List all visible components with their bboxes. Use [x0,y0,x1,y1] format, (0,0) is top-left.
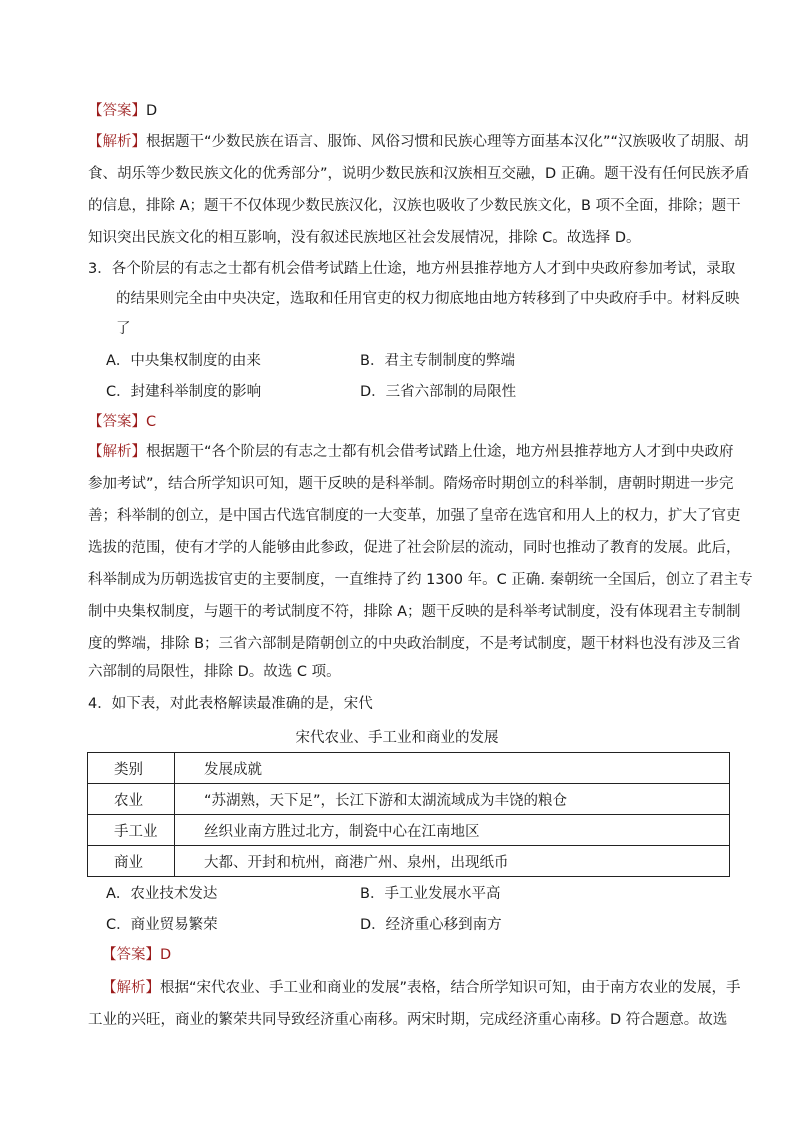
q3-option-b[interactable]: B．君主专制制度的弊端 [360,353,515,369]
table-row [88,784,730,815]
table-cell: 商业 [88,846,175,877]
q3-stem-line: 3．各个阶层的有志之士都有机会借考试踏上仕途，地方州县推荐地方人才到中央政府参加考试，录取 [88,261,736,277]
q4-answer [102,945,171,965]
answer-value: C [146,414,157,430]
table-header-cell: 类别 [88,753,175,784]
analysis-tag: 【解析】 [88,444,146,460]
q2-analysis-line: 的信息，排除 A；题干不仅体现少数民族汉化，汉族也吸收了少数民族文化，B 项不全面，排除；题干 [88,198,741,214]
table-row [88,815,730,846]
q3-analysis-line: 选拔的范围，使有才学的人能够由此参政，促进了社会阶层的流动，同时也推动了教育的发展。此后， [88,540,741,556]
q4-stem: 4．如下表，对此表格解读最准确的是，宋代 [88,696,373,712]
answer-value: D [160,947,172,963]
analysis-text: 根据“宋代农业、手工业和商业的发展”表格，结合所学知识可知，由于南方农业的发展，手 [160,980,741,996]
q3-analysis-line: 科举制成为历朝选拔官吏的主要制度，一直维持了约 1300 年。C 正确. 秦朝统一全国后，创立了君主专 [88,572,753,588]
q3-stem-line: 的结果则完全由中央决定，选取和任用官吏的权力彻底地由地方转移到了中央政府手中。材料反映 [116,291,740,307]
answer-value: D [146,103,158,119]
analysis-text: 根据题干“各个阶层的有志之士都有机会借考试踏上仕途，地方州县推荐地方人才到中央政府 [146,444,734,460]
q3-stem-line: 了 [116,321,131,337]
analysis-tag: 【解析】 [88,134,146,150]
table-cell: 农业 [88,784,175,815]
q3-option-a[interactable]: A．中央集权制度的由来 [106,353,261,369]
data-table [87,752,730,877]
answer-tag: 【答案】 [102,947,160,963]
table-row [88,846,730,877]
q4-option-b[interactable]: B．手工业发展水平高 [360,886,501,902]
table-cell: 丝织业南方胜过北方，制瓷中心在江南地区 [175,815,730,846]
table-cell: “苏湖熟，天下足”，长江下游和太湖流域成为丰饶的粮仓 [175,784,730,815]
q3-analysis-line [88,442,734,462]
q4-option-c[interactable]: C．商业贸易繁荣 [106,917,218,933]
q3-analysis-line: 善；科举制的创立，是中国古代选官制度的一大变革，加强了皇帝在选官和用人上的权力，扩大了官吏 [88,508,741,524]
q3-analysis-line: 制中央集权制度，与题干的考试制度不符，排除 A；题干反映的是科举考试制度，没有体现君主专制制 [88,604,741,620]
table-cell: 大都、开封和杭州，商港广州、泉州，出现纸币 [175,846,730,877]
table-cell: 手工业 [88,815,175,846]
q3-analysis-line: 参加考试”，结合所学知识可知，题干反映的是科举制。隋炀帝时期创立的科举制，唐朝时期进一步完 [88,476,734,492]
q3-analysis-line: 六部制的局限性，排除 D。故选 C 项。 [88,664,341,680]
table-header-cell: 发展成就 [175,753,730,784]
table-header-row [88,753,730,784]
q2-analysis-line [88,132,749,152]
q2-answer [88,101,157,121]
q3-option-c[interactable]: C．封建科举制度的影响 [106,384,262,400]
q2-analysis-line: 食、胡乐等少数民族文化的优秀部分”，说明少数民族和汉族相互交融，D 正确。题干没有任何民族矛盾 [88,166,750,182]
q4-analysis-line [102,978,741,998]
table-caption: 宋代农业、手工业和商业的发展 [295,730,499,746]
answer-tag: 【答案】 [88,103,146,119]
answer-tag: 【答案】 [88,414,146,430]
q4-option-a[interactable]: A．农业技术发达 [106,886,218,902]
q2-analysis-line: 知识突出民族文化的相互影响，没有叙述民族地区社会发展情况，排除 C。故选择 D。 [88,230,641,246]
q4-analysis-line: 工业的兴旺，商业的繁荣共同导致经济重心南移。两宋时期，完成经济重心南移。D 符合题意。故选 [88,1012,728,1028]
q4-option-d[interactable]: D．经济重心移到南方 [360,917,502,933]
analysis-text: 根据题干“少数民族在语言、服饰、风俗习惯和民族心理等方面基本汉化”“汉族吸收了胡服、胡 [146,134,749,150]
q3-answer [88,412,156,432]
analysis-tag: 【解析】 [102,980,160,996]
q3-analysis-line: 度的弊端，排除 B；三省六部制是隋朝创立的中央政治制度，不是考试制度，题干材料也没有涉及三省 [88,636,741,652]
q3-option-d[interactable]: D．三省六部制的局限性 [360,384,517,400]
